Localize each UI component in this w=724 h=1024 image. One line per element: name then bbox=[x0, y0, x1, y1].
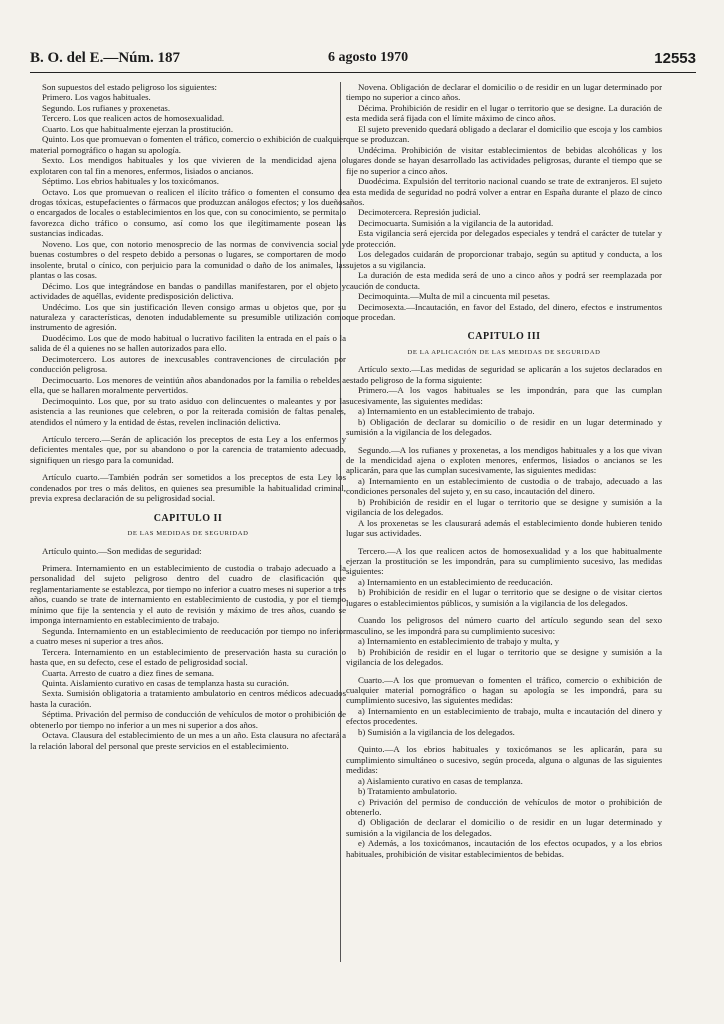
chapter-2-title: CAPITULO II bbox=[153, 512, 223, 524]
article-6: Artículo sexto.—Las medidas de seguridad se aplicarán a los sujetos declarados en estado peligroso de la forma siguiente: bbox=[346, 364, 662, 385]
list-item: a) Internamiento en establecimiento de trabajo y multa, y bbox=[358, 636, 560, 647]
paragraph: Los delegados cuidarán de proporcionar trabajo, según su aptitud y conducta, a los sujetos a su vigilancia. bbox=[346, 249, 662, 270]
list-item: a) Internamiento en un establecimiento de custodia o de trabajo, adecuado a las condiciones personales del sujeto y, en su caso, incautación del dinero. bbox=[346, 475, 662, 497]
list-item: b) Tratamiento ambulatorio. bbox=[358, 786, 457, 797]
paragraph: Decimocuarto. Los menores de veintiún años abandonados por la familia o rebeldes a ella, que se hallaren moralmente pervertidos. bbox=[30, 374, 346, 396]
paragraph: Quinto.—A los ebrios habituales y toxicómanos se les aplicarán, para su cumplimiento simultáneo o sucesivo, según proceda, alguna o algunas de las siguientes medidas: bbox=[346, 744, 662, 776]
article-5: Artículo quinto.—Son medidas de seguridad: bbox=[42, 545, 202, 556]
page-number: 12553 bbox=[654, 50, 696, 67]
article-3: Artículo tercero.—Serán de aplicación los preceptos de esta Ley a los enfermos y deficientes mentales que, por su abandono o por la carencia de tratamiento adecuado, signifiquen un riesgo para la comunidad. bbox=[30, 433, 346, 465]
paragraph: Decimocuarta. Sumisión a la vigilancia de la autoridad. bbox=[358, 217, 554, 228]
paragraph: Décimo. Los que integrándose en bandas o pandillas manifestaren, por el objeto y actividades de aquéllas, evidente predisposición delictiva. bbox=[30, 280, 346, 302]
issue-date: 6 agosto 1970 bbox=[328, 50, 409, 65]
paragraph: La duración de esta medida será de uno a cinco años y podrá ser reemplazada por caución de conducta. bbox=[346, 270, 662, 291]
paragraph: Segundo.—A los rufianes y proxenetas, a los mendigos habituales y a los que vivan de la mendicidad ajena o exploten menores, enfermos, lisiados o ancianos se les aplicarán, para que las cumplan sucesivamente, las siguientes medidas: bbox=[346, 444, 662, 476]
page-header bbox=[30, 50, 696, 70]
paragraph: Esta vigilancia será ejercida por delegados especiales y tendrá el carácter de tutelar y de protección. bbox=[346, 228, 662, 249]
paragraph: Primero.—A los vagos habituales se les impondrán, para que las cumplan sucesivamente, las siguientes medidas: bbox=[346, 385, 662, 406]
paragraph: Segunda. Internamiento en un establecimiento de reeducación por tiempo no inferior a cuatro meses ni superior a tres años. bbox=[30, 625, 346, 647]
paragraph: Decimoquinta.—Multa de mil a cincuenta mil pesetas. bbox=[358, 291, 551, 302]
paragraph: Son supuestos del estado peligroso los siguientes: bbox=[42, 82, 217, 92]
paragraph: Primero. Los vagos habituales. bbox=[42, 92, 151, 103]
right-column bbox=[346, 82, 662, 859]
list-item: a) Internamiento en un establecimiento de reeducación. bbox=[358, 576, 553, 587]
paragraph: Séptima. Privación del permiso de conducción de vehículos de motor o prohibición de obtenerlo por tiempo no inferior a un mes ni superior a dos años. bbox=[30, 709, 346, 730]
left-column bbox=[30, 82, 346, 751]
paragraph: Quinto. Los que promuevan o fomenten el tráfico, comercio o exhibición de cualquier material pornográfico o hagan su apología. bbox=[30, 134, 346, 155]
list-item: a) Internamiento en un establecimiento de trabajo, multa e incautación del dinero y efectos procedentes. bbox=[346, 705, 662, 727]
list-item: c) Privación del permiso de conducción de vehículos de motor o prohibición de obtenerlo. bbox=[346, 796, 662, 817]
list-item: d) Obligación de declarar el domicilio o de residir en un lugar determinado y sumisión a la vigilancia de los delegados. bbox=[346, 817, 662, 838]
paragraph: Octavo. Los que promuevan o realicen el ilícito tráfico o fomenten el consumo de drogas tóxicas, estupefacientes o fármacos que produzcan análogos efectos; y los dueños o encargados de locales o establecimientos en los que, con su conocimiento, se permita o favorezca dicho tráfico o consumo, así como los que ilegítimamente posean las sustancias indicadas. bbox=[30, 186, 346, 239]
paragraph: Duodécima. Expulsión del territorio nacional cuando se trate de extranjeros. El sujeto a esta medida de seguridad no podrá volver a entrar en España durante el plazo de cinco años. bbox=[346, 176, 662, 207]
list-item: b) Sumisión a la vigilancia de los delegados. bbox=[358, 726, 515, 737]
header-rule bbox=[30, 72, 696, 73]
paragraph: Sexto. Los mendigos habituales y los que vivieren de la mendicidad ajena o explotaren con tal fin a menores, enfermos, lisiados o ancianos. bbox=[30, 155, 346, 176]
paragraph: Cuarto. Los que habitualmente ejerzan la prostitución. bbox=[42, 123, 234, 134]
paragraph: Decimotercero. Los autores de inexcusables contravenciones de circulación por conducción peligrosa. bbox=[30, 353, 346, 375]
paragraph: Séptimo. Los ebrios habituales y los toxicómanos. bbox=[42, 176, 219, 187]
paragraph: Segundo. Los rufianes y proxenetas. bbox=[42, 102, 171, 113]
paragraph: Tercero. Los que realicen actos de homosexualidad. bbox=[42, 113, 225, 124]
chapter-2-subtitle: DE LAS MEDIDAS DE SEGURIDAD bbox=[127, 530, 249, 538]
paragraph: Duodécimo. Los que de modo habitual o lucrativo faciliten la entrada en el país o la salida de él a quienes no se hallen autorizados para ello. bbox=[30, 332, 346, 354]
chapter-3-title: CAPITULO III bbox=[467, 331, 541, 343]
list-item: b) Prohibición de residir en el lugar o territorio que se designe y sumisión a la vigilancia de los delegados. bbox=[346, 646, 662, 668]
paragraph: Tercera. Internamiento en un establecimiento de preservación hasta su curación o hasta que, en su defecto, cese el estado de peligrosidad social. bbox=[30, 646, 346, 668]
chapter-3-subtitle: DE LA APLICACIÓN DE LAS MEDIDAS DE SEGURIDAD bbox=[407, 348, 601, 356]
paragraph: El sujeto prevenido quedará obligado a declarar el domicilio que escoja y los cambios que se produzcan. bbox=[346, 123, 662, 145]
paragraph: Decimosexta.—Incautación, en favor del Estado, del dinero, efectos e instrumentos que procedan. bbox=[346, 301, 662, 322]
paragraph: Octava. Clausura del establecimiento de un mes a un año. Esta clausura no afectará a la relación laboral del personal que preste servicios en el establecimiento. bbox=[30, 730, 346, 751]
paragraph: Sexta. Sumisión obligatoria a tratamiento ambulatorio en centros médicos adecuados hasta la curación. bbox=[30, 688, 346, 709]
paragraph: Decimoquinto. Los que, por su trato asiduo con delincuentes o maleantes y por la asistencia a las reuniones que celebren, o por la reiterada comisión de faltas penales, atendidos el número y la entidad de éstas, revelen inclinación delictiva. bbox=[30, 395, 346, 427]
list-item: a) Internamiento en un establecimiento de trabajo. bbox=[358, 406, 535, 417]
paragraph: Cuarta. Arresto de cuatro a diez fines de semana. bbox=[42, 667, 214, 678]
list-item: b) Obligación de declarar su domicilio o de residir en un lugar determinado y sumisión a la vigilancia de los delegados. bbox=[346, 416, 662, 438]
paragraph: Cuando los peligrosos del número cuarto del artículo segundo sean del sexo masculino, se les impondrá para su cumplimiento sucesivo: bbox=[346, 615, 662, 636]
paragraph: Noveno. Los que, con notorio menosprecio de las normas de convivencia social y buenas costumbres o del respeto debido a personas o lugares, se comportaren de modo insolente, brutal o cínico, con perjuicio para la comunidad o daño de los animales, las plantas o las cosas. bbox=[30, 238, 346, 281]
paragraph: Tercero.—A los que realicen actos de homosexualidad y a los que habitualmente ejerzan la prostitución se les impondrán, para su cumplimiento sucesivo, las medidas siguientes: bbox=[346, 545, 662, 577]
paragraph: A los proxenetas se les clausurará además el establecimiento donde hubieren tenido lugar sus actividades. bbox=[346, 517, 662, 539]
paragraph: Novena. Obligación de declarar el domicilio o de residir en un lugar determinado por tiempo no superior a cinco años. bbox=[346, 82, 662, 103]
paragraph: Undécima. Prohibición de visitar establecimientos de bebidas alcohólicas y los lugares donde se hayan desarrollado las actividades peligrosas, durante el tiempo que se fije no superior a cinco años. bbox=[346, 144, 662, 176]
list-item: b) Prohibición de residir en el lugar o territorio que se designe y sumisión a la vigilancia de los delegados. bbox=[346, 496, 662, 518]
list-item: b) Prohibición de residir en el lugar o territorio que se designe o de visitar ciertos lugares o establecimientos públicos, y sumisión a la vigilancia de los delegados. bbox=[346, 587, 662, 608]
journal-title: B. O. del E.—Núm. 187 bbox=[30, 50, 181, 66]
paragraph: Primera. Internamiento en un establecimiento de custodia o trabajo adecuado a la personalidad del sujeto peligroso dentro del cuadro de clasificación que reglamentariamente se establezca, por tiempo no inferior a cuatro meses ni superior a tres años, cuando se trate de internamiento en establecimiento de custodia, y por el tiempo mínimo que fije la sentencia y el auto de revisión y máximo de tres años, cuando se imponga internamiento en establecimiento de trabajo. bbox=[30, 563, 346, 626]
paragraph: Decimotercera. Represión judicial. bbox=[358, 207, 481, 218]
paragraph: Cuarto.—A los que promuevan o fomenten el tráfico, comercio o exhibición de cualquier material pornográfico o hagan su apología se les impondrá, para su cumplimiento sucesivo, las siguientes medidas: bbox=[346, 674, 662, 706]
paragraph: Undécimo. Los que sin justificación lleven consigo armas u objetos que, por su naturaleza y características, denoten indudablemente su presumible utilización como instrumento de agresión. bbox=[30, 301, 346, 333]
list-item: e) Además, a los toxicómanos, incautación de los efectos ocupados, y a los ebrios habituales, prohibición de visitar establecimientos de bebidas. bbox=[346, 838, 662, 859]
article-4: Artículo cuarto.—También podrán ser sometidos a los preceptos de esta Ley los condenados por tres o más delitos, en quienes sea presumible la habitualidad criminal, previa expresa declaración de su peligrosidad social. bbox=[30, 472, 346, 504]
paragraph: Quinta. Aislamiento curativo en casas de templanza hasta su curación. bbox=[42, 678, 289, 689]
list-item: a) Aislamiento curativo en casas de templanza. bbox=[358, 775, 523, 786]
paragraph: Décima. Prohibición de residir en el lugar o territorio que se designe. La duración de esta medida será fijada con el límite máximo de cinco años. bbox=[346, 102, 662, 124]
